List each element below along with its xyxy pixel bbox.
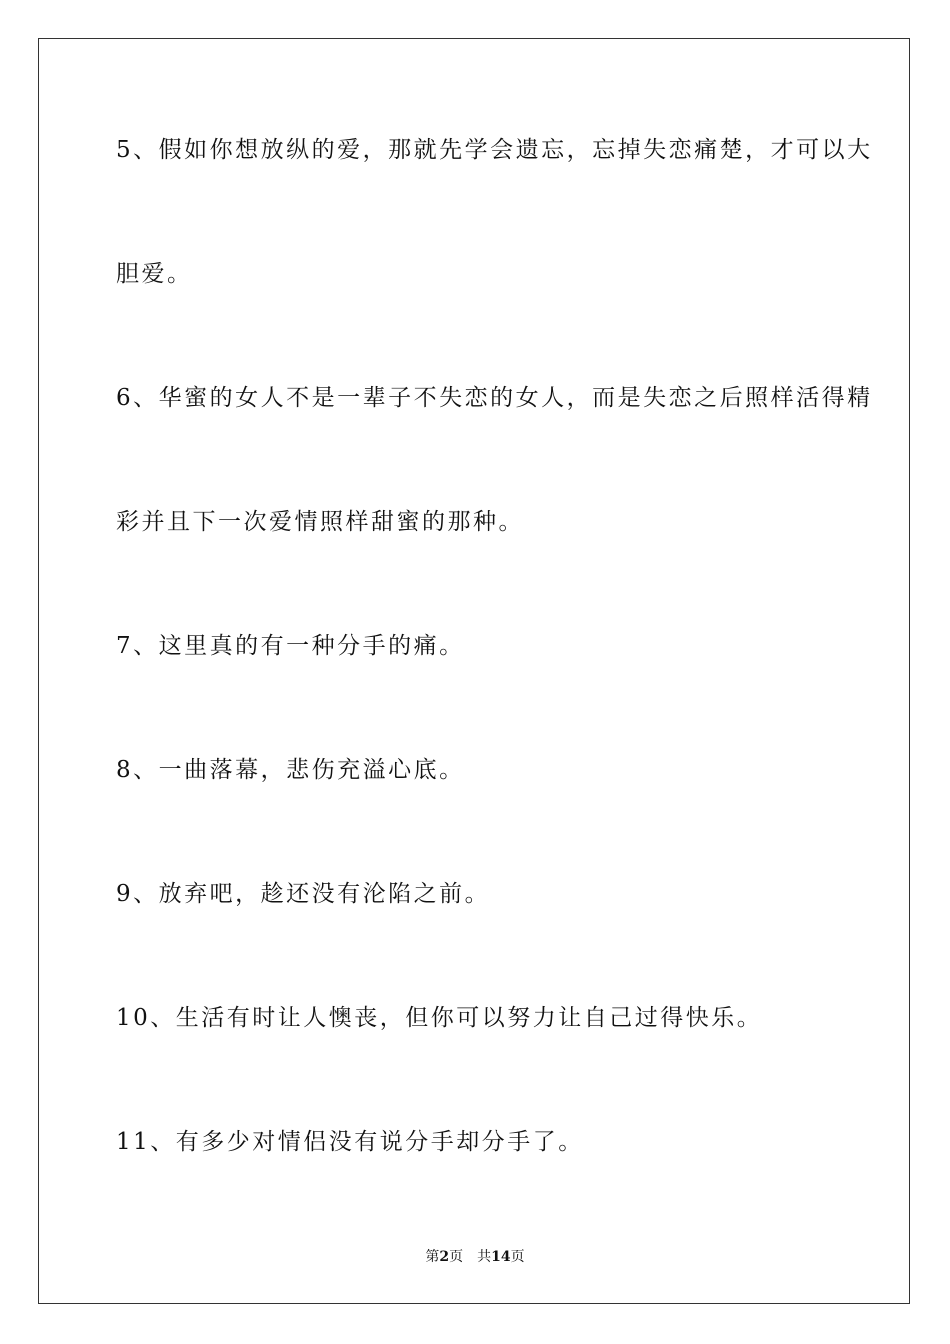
page-suffix: 页 [449,1249,464,1265]
text-line-item-11: 11、有多少对情侣没有说分手却分手了。 [116,1129,584,1155]
page-footer [0,1248,950,1266]
text-line-item-5-part-1: 5、假如你想放纵的爱，那就先学会遗忘，忘掉失恋痛楚，才可以大 [116,137,873,163]
text-line-item-6-part-1: 6、华蜜的女人不是一辈子不失恋的女人，而是失恋之后照样活得精 [116,385,873,411]
text-line-item-6-part-2: 彩并且下一次爱情照样甜蜜的那种。 [116,509,524,535]
total-suffix: 页 [510,1249,525,1265]
text-line-item-10: 10、生活有时让人懊丧，但你可以努力让自己过得快乐。 [116,1005,763,1031]
page-prefix: 第 [425,1249,440,1265]
text-line-item-7: 7、这里真的有一种分手的痛。 [116,633,465,659]
text-line-item-5-part-2: 胆爱。 [116,261,193,287]
text-line-item-9: 9、放弃吧，趁还没有沦陷之前。 [116,881,491,907]
total-prefix: 共 [477,1249,492,1265]
total-pages: 14 [491,1249,511,1265]
text-line-item-8: 8、一曲落幕，悲伤充溢心底。 [116,757,465,783]
page-border [38,38,910,1304]
page-number: 2 [439,1249,450,1265]
